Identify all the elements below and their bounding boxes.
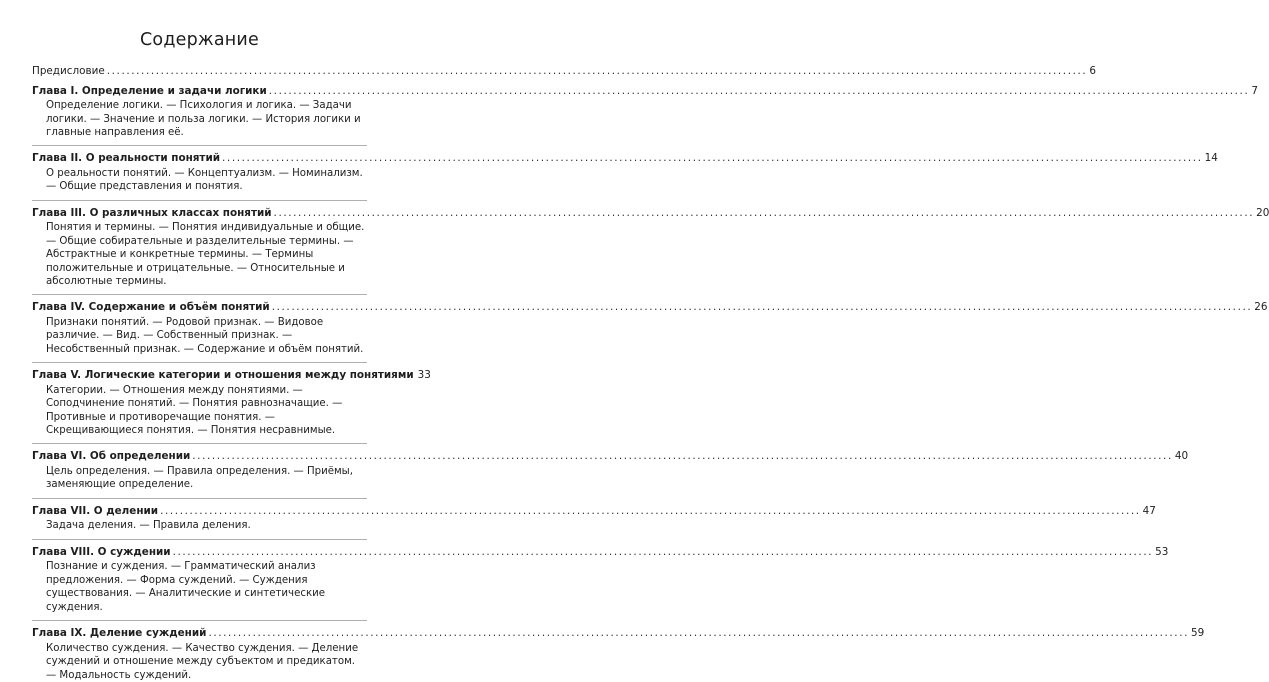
toc-entry-title: Глава IV. Содержание и объём понятий xyxy=(32,301,270,314)
toc-heading: Содержание xyxy=(140,30,259,50)
toc-entry-line xyxy=(32,65,1096,79)
toc-entry-description: Познание и суждения. — Грамматический анализ предложения. — Форма суждений. — Суждения существования. — Аналитические и синтетические суждения. xyxy=(46,561,325,613)
dot-leader: ........................................................................................................................................................................................................ xyxy=(268,84,1250,97)
toc-entry-line xyxy=(32,206,1269,221)
dot-leader: ........................................................................................................................................................................................................ xyxy=(273,206,1255,219)
entry-divider xyxy=(32,200,367,201)
toc-entry-title: Глава V. Логические категории и отношения между понятиями xyxy=(32,369,414,382)
entry-divider xyxy=(32,294,367,295)
toc-entry-description: Понятия и термины. — Понятия индивидуальные и общие. — Общие собирательные и разделительные термины. — Абстрактные и конкретные термины. — Термины положительные и отрицательные. — Относительные и абсолютные термины. xyxy=(46,222,365,288)
toc-page-number: 33 xyxy=(417,369,431,382)
toc-entry-line xyxy=(32,84,1258,99)
toc-entry-line xyxy=(32,450,1189,464)
toc-page-number: 26 xyxy=(1254,301,1268,314)
toc-entry[interactable] xyxy=(32,545,1169,614)
entry-divider xyxy=(32,620,367,621)
toc-entry-line xyxy=(32,301,1268,315)
toc-entry-title: Глава I. Определение и задачи логики xyxy=(32,84,267,97)
toc-entry-title: Глава VII. О делении xyxy=(32,504,159,517)
toc-entry[interactable] xyxy=(32,84,1258,140)
toc-entry-title: Глава VI. Об определении xyxy=(32,450,191,463)
toc-entry-title: Глава III. О различных классах понятий xyxy=(32,206,272,219)
toc-page-number: 20 xyxy=(1256,206,1269,219)
toc-entry[interactable] xyxy=(32,65,1096,79)
toc-entry[interactable] xyxy=(32,152,1218,193)
dot-leader: ........................................................................................................................................................................................................ xyxy=(172,545,1154,558)
toc-entry[interactable] xyxy=(32,369,431,437)
toc-list xyxy=(32,65,1269,682)
dot-leader: ........................................................................................................................................................................................................ xyxy=(192,450,1173,463)
toc-page-number: 47 xyxy=(1142,504,1156,517)
toc-entry[interactable] xyxy=(32,450,1189,491)
dot-leader: ........................................................................................................................................................................................................ xyxy=(106,65,1088,77)
dot-leader: ........................................................................................................................................................................................................ xyxy=(208,627,1190,640)
dot-leader: ........................................................................................................................................................................................................ xyxy=(222,152,1203,165)
toc-entry-description: Задача деления. — Правила деления. xyxy=(46,520,251,532)
toc-entry-description: Цель определения. — Правила определения. — Приёмы, заменяющие определение. xyxy=(46,466,353,491)
entry-divider xyxy=(32,362,367,363)
toc-entry[interactable] xyxy=(32,301,1268,356)
toc-entry-title: Предисловие xyxy=(32,65,105,77)
toc-entry[interactable] xyxy=(32,206,1269,289)
dot-leader: ........................................................................................................................................................................................................ xyxy=(271,301,1253,314)
toc-page-number: 59 xyxy=(1191,627,1205,640)
toc-entry[interactable] xyxy=(32,504,1156,533)
toc-entry-line xyxy=(32,545,1169,560)
toc-page-number: 40 xyxy=(1174,450,1189,463)
toc-entry-title: Глава VIII. О суждении xyxy=(32,545,171,558)
toc-entry-line xyxy=(32,369,431,383)
dot-leader: ........................................................................................................................................................................................................ xyxy=(160,504,1141,517)
toc-entry-description: Категории. — Отношения между понятиями. — Соподчинение понятий. — Понятия равнозначащие. — Противные и противоречащие понятия. — Скрещивающиеся понятия. — Понятия несравнимые. xyxy=(46,384,343,437)
toc-page-number: 53 xyxy=(1155,545,1169,558)
entry-divider xyxy=(32,443,367,444)
toc-entry-line xyxy=(32,152,1218,166)
toc-entry-line xyxy=(32,504,1156,519)
toc-entry-title: Глава II. О реальности понятий xyxy=(32,152,221,165)
toc-entry-line xyxy=(32,627,1205,641)
entry-divider xyxy=(32,498,367,499)
toc-page-number: 7 xyxy=(1251,84,1258,97)
toc-entry-description: Количество суждения. — Качество суждения. — Деление суждений и отношение между субъектом и предикатом. — Модальность суждений. xyxy=(46,642,359,681)
toc-entry-title: Глава IX. Деление суждений xyxy=(32,627,207,640)
toc-entry-description: О реальности понятий. — Концептуализм. — Номинализм. — Общие представления и понятия. xyxy=(46,168,363,193)
entry-divider xyxy=(32,539,367,540)
toc-entry[interactable] xyxy=(32,627,1205,682)
toc-page-number: 14 xyxy=(1204,152,1218,165)
toc-entry-description: Признаки понятий. — Родовой признак. — Видовое различие. — Вид. — Собственный признак. — Несобственный признак. — Содержание и объём понятий. xyxy=(46,317,364,355)
entry-divider xyxy=(32,145,367,146)
toc-entry-description: Определение логики. — Психология и логика. — Задачи логики. — Значение и польза логики. — История логики и главные направления её. xyxy=(46,100,361,138)
toc-page-number: 6 xyxy=(1089,65,1096,77)
